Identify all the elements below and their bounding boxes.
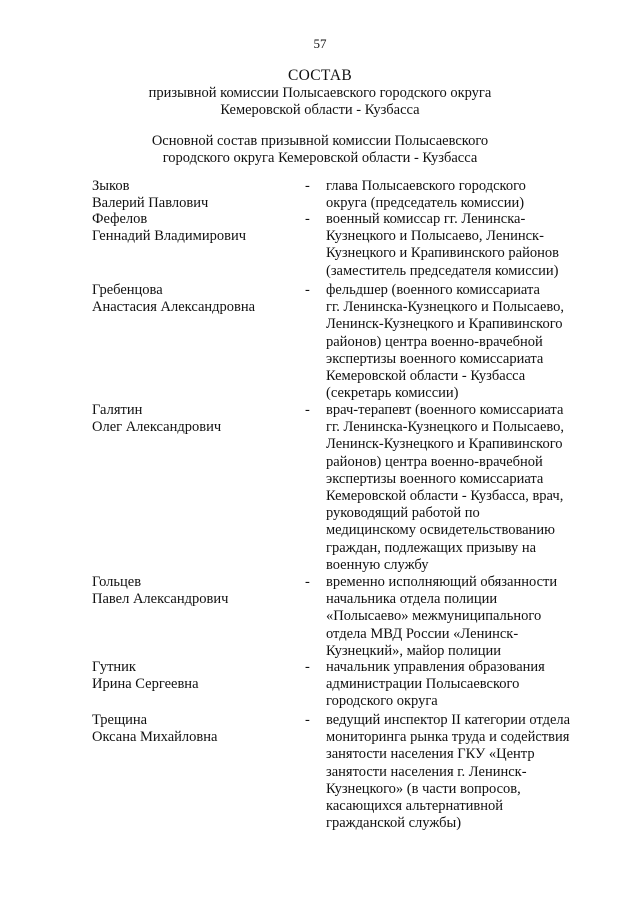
member-role-line: глава Полысаевского городского — [326, 178, 526, 194]
member-dash: - — [305, 282, 310, 298]
member-role — [326, 211, 596, 280]
section-heading-line: Основной состав призывной комиссии Полысаевского — [151, 133, 489, 149]
member-surname: Гребенцова — [92, 282, 163, 298]
member-role — [326, 712, 596, 832]
member-dash: - — [305, 574, 310, 590]
member-role-line: мониторинга рынка труда и содействия — [326, 729, 570, 746]
section-heading-line: городского округа Кемеровской области - Кузбасса — [162, 150, 478, 166]
member-given-names: Оксана Михайловна — [92, 729, 218, 746]
member-role-line: гг. Ленинска-Кузнецкого и Полысаево, — [326, 419, 565, 436]
member-role — [326, 659, 596, 711]
member-role — [326, 282, 596, 402]
member-role-line: Кузнецкий», майор полиции — [326, 642, 502, 659]
member-role-line: районов) центра военно-врачебной — [326, 453, 543, 470]
member-role-line: Кемеровской области - Кузбасса — [326, 368, 526, 385]
member-role-line: экспертизы военного комиссариата — [326, 350, 544, 367]
member-role-line: гражданской службы) — [326, 815, 462, 832]
member-role-line: округа (председатель комиссии) — [326, 195, 525, 212]
member-role-line: Ленинск-Кузнецкого и Крапивинского — [326, 316, 563, 333]
member-surname: Фефелов — [92, 211, 148, 227]
member-name — [92, 659, 292, 693]
member-surname: Гольцев — [92, 574, 142, 590]
member-role-line: Кемеровской области - Кузбасса, врач, — [326, 488, 564, 505]
member-role-line: военный комиссар гг. Ленинска- — [326, 211, 526, 227]
member-role-line: временно исполняющий обязанности — [326, 574, 558, 590]
member-role-line: гг. Ленинска-Кузнецкого и Полысаево, — [326, 299, 565, 316]
member-dash: - — [305, 659, 310, 675]
member-role-line: начальника отдела полиции — [326, 591, 498, 608]
member-role-line: районов) центра военно-врачебной — [326, 333, 543, 350]
member-name — [92, 211, 292, 245]
subtitle-line: Кемеровской области - Кузбасса — [220, 102, 420, 118]
member-role-line: Ленинск-Кузнецкого и Крапивинского — [326, 436, 563, 453]
member-dash: - — [305, 402, 310, 418]
member-role-line: Кузнецкого и Крапивинского районов — [326, 245, 559, 262]
member-given-names: Ирина Сергеевна — [92, 676, 199, 693]
member-role-line: врач-терапевт (военного комиссариата — [326, 402, 564, 418]
document-subtitle — [0, 85, 640, 119]
member-surname: Трещина — [92, 712, 148, 728]
member-name — [92, 402, 292, 436]
member-name — [92, 178, 292, 212]
member-role-line: граждан, подлежащих призыву на — [326, 539, 537, 556]
member-role-line: экспертизы военного комиссариата — [326, 470, 544, 487]
member-role-line: фельдшер (военного комиссариата — [326, 282, 540, 298]
member-given-names: Геннадий Владимирович — [92, 228, 247, 245]
member-given-names: Олег Александрович — [92, 419, 222, 436]
member-name — [92, 282, 292, 316]
member-surname: Галятин — [92, 402, 143, 418]
member-role-line: Кузнецкого» (в части вопросов, — [326, 780, 521, 797]
member-dash: - — [305, 178, 310, 194]
member-role-line: «Полысаево» межмуниципального — [326, 608, 542, 625]
member-role-line: военную службу — [326, 556, 429, 573]
member-name — [92, 574, 292, 608]
member-role-line: ведущий инспектор II категории отдела — [326, 712, 571, 728]
subtitle-line: призывной комиссии Полысаевского городского округа — [148, 85, 492, 101]
member-given-names: Анастасия Александровна — [92, 299, 256, 316]
member-surname: Зыков — [92, 178, 130, 194]
member-dash: - — [305, 712, 310, 728]
member-role-line: касающихся альтернативной — [326, 798, 504, 815]
member-role-line: отдела МВД России «Ленинск- — [326, 625, 519, 642]
member-name — [92, 712, 292, 746]
member-role — [326, 574, 596, 660]
member-given-names: Валерий Павлович — [92, 195, 209, 212]
member-given-names: Павел Александрович — [92, 591, 229, 608]
member-role-line: руководящий работой по — [326, 505, 480, 522]
member-role-line: администрации Полысаевского — [326, 676, 520, 693]
member-role-line: (заместитель председателя комиссии) — [326, 262, 559, 279]
member-role-line: медицинскому освидетельствованию — [326, 522, 555, 539]
member-role-line: занятости населения ГКУ «Центр — [326, 746, 535, 763]
member-role-line: начальник управления образования — [326, 659, 545, 675]
member-dash: - — [305, 211, 310, 227]
member-role-line: занятости населения г. Ленинск- — [326, 763, 527, 780]
member-surname: Гутник — [92, 659, 136, 675]
section-heading — [0, 133, 640, 167]
document-title: СОСТАВ — [287, 67, 353, 84]
member-role — [326, 402, 596, 574]
page-number: 57 — [313, 36, 327, 51]
member-role-line: Кузнецкого и Полысаево, Ленинск- — [326, 228, 544, 245]
member-role — [326, 178, 596, 212]
member-role-line: (секретарь комиссии) — [326, 385, 459, 402]
member-role-line: городского округа — [326, 693, 438, 710]
